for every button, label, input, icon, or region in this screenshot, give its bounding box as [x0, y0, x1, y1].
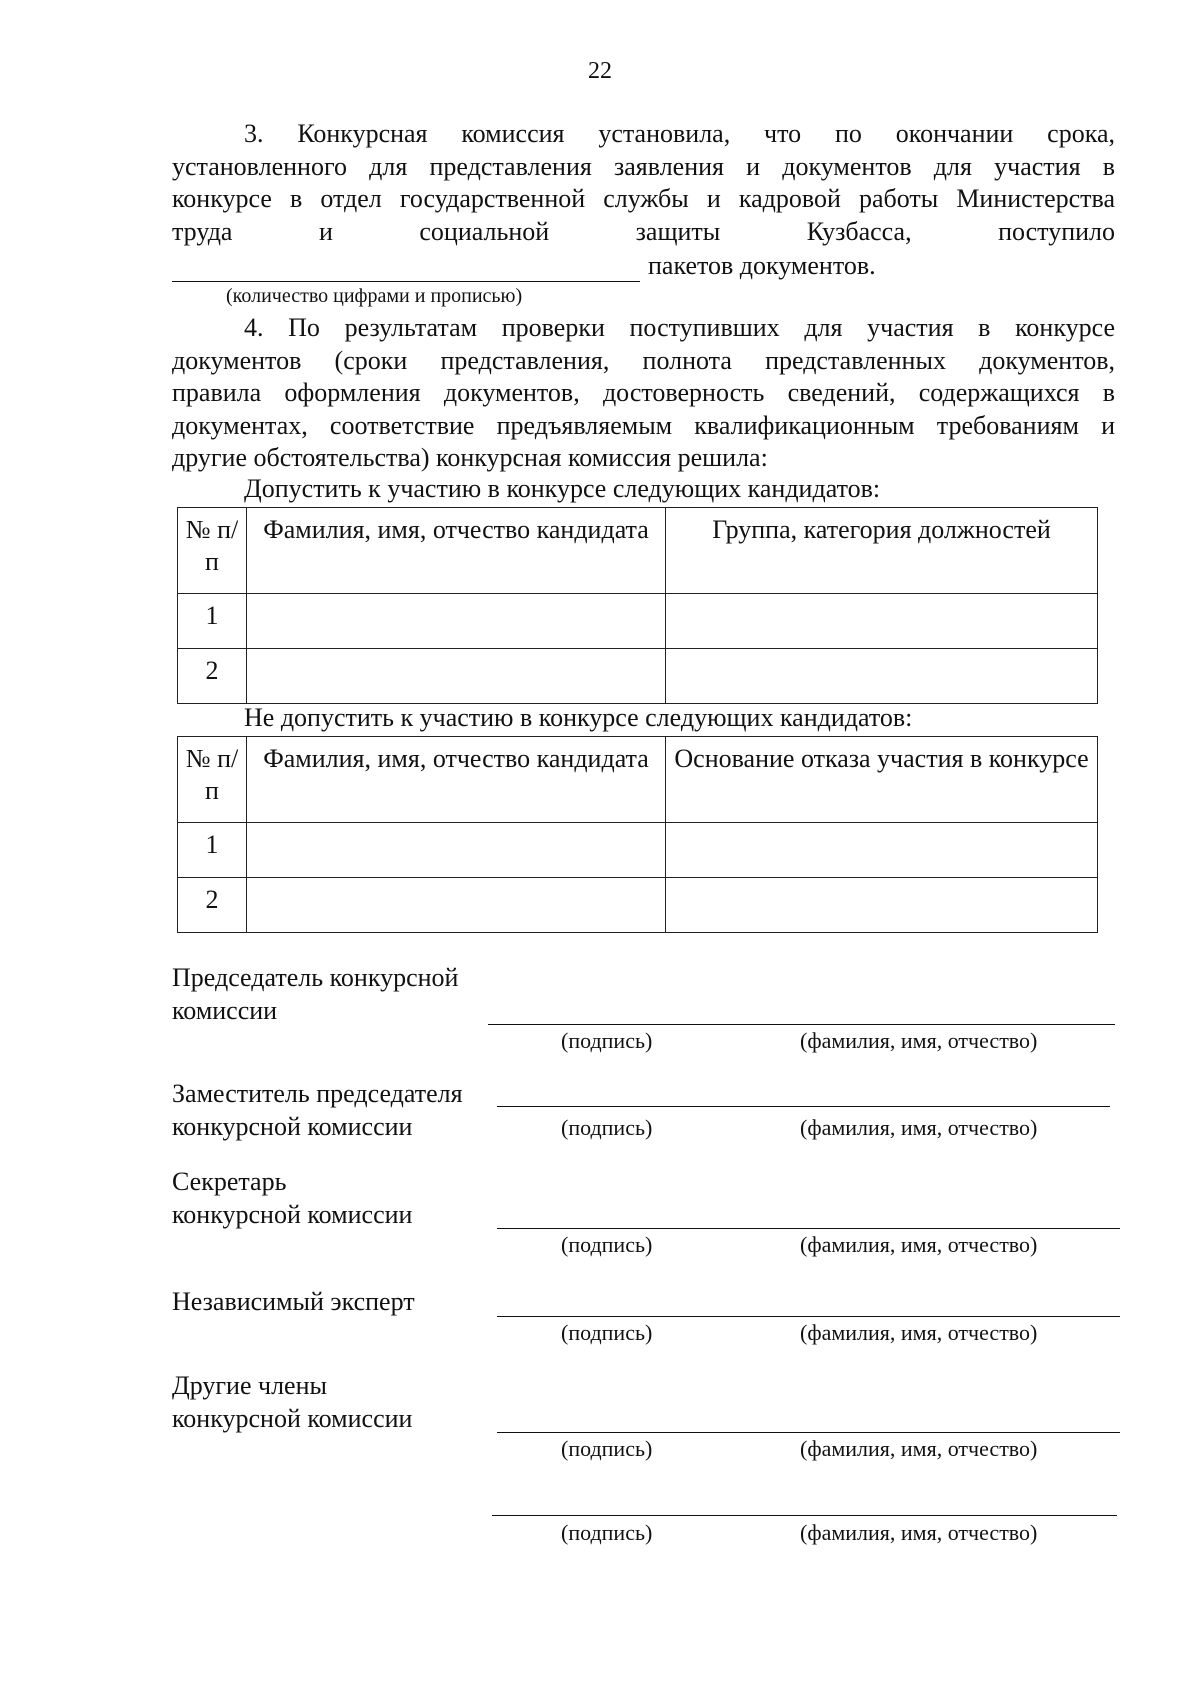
packages-suffix: пакетов документов.: [648, 251, 876, 280]
row-number: 1: [178, 594, 247, 649]
admit-col-number: № п/п: [178, 508, 247, 594]
page-number: 22: [588, 58, 612, 84]
chairman-sign-caption: (подпись): [561, 1028, 653, 1053]
reject-name-cell[interactable]: [247, 878, 666, 933]
expert-label: [172, 1286, 415, 1319]
packages-count-blank[interactable]: [172, 281, 640, 282]
reject-col-number: № п/п: [178, 737, 247, 823]
admit-table-header: [178, 508, 1098, 594]
expert-label-line-1: Независимый эксперт: [172, 1287, 415, 1316]
admit-heading: Допустить к участию в конкурсе следующих кандидатов:: [244, 474, 881, 503]
row-number: 2: [178, 649, 247, 704]
secretary-label: [172, 1166, 412, 1231]
admit-name-cell[interactable]: [247, 649, 666, 704]
table-row: [178, 823, 1098, 878]
others-label-line-1: Другие члены: [172, 1371, 327, 1400]
expert-sign-caption: (подпись): [561, 1320, 653, 1345]
section-3-line-2: установленного для представления заявления и документов для участия в: [172, 151, 1115, 181]
chairman-signature-line[interactable]: [488, 1024, 1115, 1025]
others-sign-caption-1: (подпись): [561, 1436, 653, 1461]
expert-name-caption: (фамилия, имя, отчество): [800, 1320, 1038, 1345]
admit-name-cell[interactable]: [247, 594, 666, 649]
others-name-caption-1: (фамилия, имя, отчество): [800, 1436, 1038, 1461]
reject-table: [177, 736, 1098, 933]
table-row: [178, 649, 1098, 704]
section-4-line-2: документов (сроки представления, полнота представленных документов,: [172, 345, 1115, 375]
others-signature-line-2[interactable]: [492, 1515, 1117, 1516]
section-3-line-1: 3. Конкурсная комиссия установила, что по окончании срока,: [244, 119, 1115, 148]
row-number: 1: [178, 823, 247, 878]
chairman-label-line-2: комиссии: [172, 995, 278, 1025]
admit-col-name: Фамилия, имя, отчество кандидата: [247, 508, 666, 594]
reject-table-header: [178, 737, 1098, 823]
reject-col-reason: Основание отказа участия в конкурсе: [666, 737, 1098, 823]
admit-col-category: Группа, категория должностей: [666, 508, 1098, 594]
expert-signature-line[interactable]: [497, 1316, 1120, 1317]
deputy-signature-line[interactable]: [497, 1106, 1110, 1107]
others-sign-caption-2: (подпись): [561, 1520, 653, 1545]
section-3-line-3: конкурсе в отдел государственной службы и кадровой работы Министерства: [172, 184, 1115, 213]
section-3: [172, 118, 1115, 248]
secretary-name-caption: (фамилия, имя, отчество): [800, 1232, 1038, 1257]
section-4-line-3: правила оформления документов, достоверность сведений, содержащихся в: [172, 378, 1115, 407]
reject-reason-cell[interactable]: [666, 823, 1098, 878]
count-hint: (количество цифрами и прописью): [226, 285, 523, 307]
others-signature-line-1[interactable]: [497, 1432, 1120, 1433]
section-3-line-4: труда и социальной защиты Кузбасса, поступило: [172, 216, 1115, 246]
others-label-line-2: конкурсной комиссии: [172, 1403, 413, 1433]
table-row: [178, 594, 1098, 649]
section-4-line-4: документах, соответствие предъявляемым квалификационным требованиям и: [172, 410, 1115, 440]
chairman-label-line-1: Председатель конкурсной: [172, 963, 459, 992]
chairman-label: [172, 962, 458, 1027]
deputy-sign-caption: (подпись): [561, 1115, 653, 1140]
section-4-line-5: другие обстоятельства) конкурсная комиссия решила:: [172, 443, 768, 472]
admit-category-cell[interactable]: [666, 649, 1098, 704]
chairman-name-caption: (фамилия, имя, отчество): [800, 1028, 1038, 1053]
reject-name-cell[interactable]: [247, 823, 666, 878]
section-4: [172, 312, 1115, 475]
secretary-label-line-1: Секретарь: [172, 1167, 287, 1196]
reject-heading: Не допустить к участию в конкурсе следующих кандидатов:: [244, 703, 913, 732]
others-name-caption-2: (фамилия, имя, отчество): [800, 1520, 1038, 1545]
secretary-sign-caption: (подпись): [561, 1232, 653, 1257]
table-row: [178, 878, 1098, 933]
secretary-signature-line[interactable]: [497, 1228, 1120, 1229]
deputy-label: [172, 1078, 463, 1143]
deputy-label-line-2: конкурсной комиссии: [172, 1111, 413, 1141]
reject-col-name: Фамилия, имя, отчество кандидата: [247, 737, 666, 823]
admit-category-cell[interactable]: [666, 594, 1098, 649]
others-label: [172, 1370, 412, 1435]
section-4-line-1: 4. По результатам проверки поступивших для участия в конкурсе: [244, 313, 1115, 342]
row-number: 2: [178, 878, 247, 933]
admit-table: [177, 507, 1098, 704]
deputy-name-caption: (фамилия, имя, отчество): [800, 1115, 1038, 1140]
secretary-label-line-2: конкурсной комиссии: [172, 1199, 413, 1229]
deputy-label-line-1: Заместитель председателя: [172, 1079, 463, 1108]
reject-reason-cell[interactable]: [666, 878, 1098, 933]
